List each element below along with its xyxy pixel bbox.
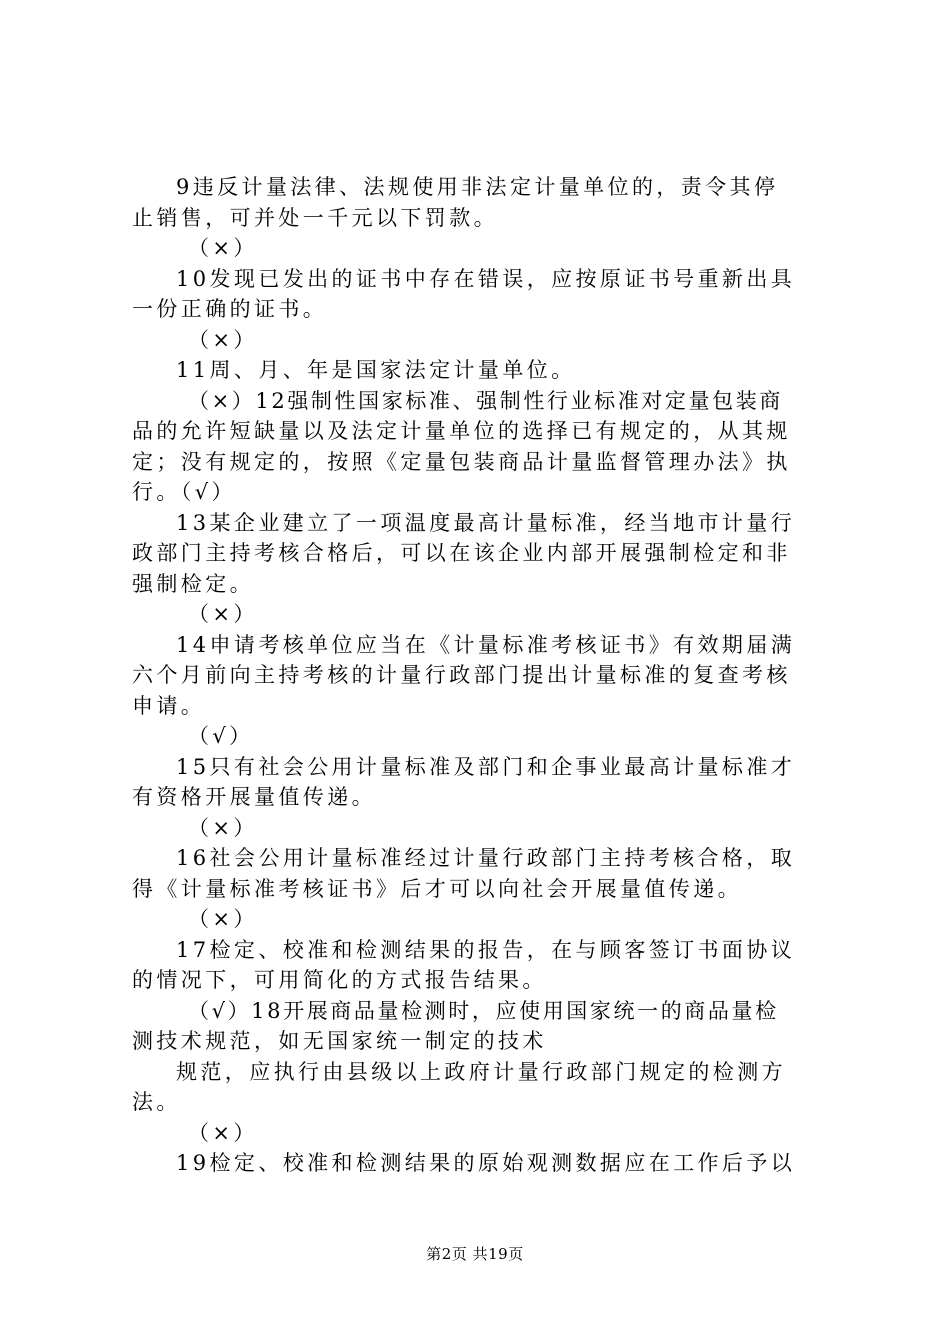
text-line: 15只有社会公用计量标准及部门和企事业最高计量标准才 <box>176 754 796 779</box>
answer-mark: （×） <box>188 1120 258 1145</box>
text-line: 10发现已发出的证书中存在错误，应按原证书号重新出具 <box>176 266 796 291</box>
text-line: 13某企业建立了一项温度最高计量标准，经当地市计量行 <box>176 510 796 535</box>
text-line: 强制检定。 <box>132 571 254 596</box>
text-line: 政部门主持考核合格后，可以在该企业内部开展强制检定和非 <box>132 541 791 565</box>
answer-mark: （×） <box>188 236 258 260</box>
text-line: 11周、月、年是国家法定计量单位。 <box>176 358 576 382</box>
text-line: 品的允许短缺量以及法定计量单位的选择已有规定的，从其规 <box>132 419 791 443</box>
document-body <box>132 172 832 1179</box>
text-line: 定；没有规定的，按照《定量包装商品计量监督管理办法》执 <box>132 449 791 474</box>
text-line: 一份正确的证书。 <box>132 297 328 321</box>
text-line: 得《计量标准考核证书》后才可以向社会开展量值传递。 <box>132 876 742 901</box>
answer-mark: （√） <box>188 724 254 748</box>
answer-mark: （×） <box>188 602 258 626</box>
text-line: 9违反计量法律、法规使用非法定计量单位的，责令其停 <box>176 175 779 199</box>
text-line: 16社会公用计量标准经过计量行政部门主持考核合格，取 <box>176 846 796 870</box>
text-line: 六个月前向主持考核的计量行政部门提出计量标准的复查考核 <box>132 663 791 687</box>
answer-mark: （×） <box>188 327 258 352</box>
text-line: （√）18开展商品量检测时，应使用国家统一的商品量检 <box>188 998 779 1023</box>
text-line: 17检定、校准和检测结果的报告，在与顾客签订书面协议 <box>176 937 796 962</box>
text-line: 行。（√） <box>132 480 236 504</box>
text-line: 19检定、校准和检测结果的原始观测数据应在工作后予以 <box>176 1151 796 1175</box>
text-line: 申请。 <box>132 693 206 718</box>
text-line: 的情况下，可用简化的方式报告结果。 <box>132 968 547 992</box>
answer-mark: （×） <box>188 815 258 840</box>
text-line: 14申请考核单位应当在《计量标准考核证书》有效期届满 <box>176 632 796 657</box>
text-line: 法。 <box>132 1090 181 1114</box>
text-line: （×）12强制性国家标准、强制性行业标准对定量包装商 <box>188 388 783 413</box>
text-line: 止销售，可并处一千元以下罚款。 <box>132 205 498 230</box>
page-number-footer: 第2页 共19页 <box>426 1245 524 1263</box>
text-line: 规范，应执行由县级以上政府计量行政部门规定的检测方 <box>176 1059 786 1084</box>
text-line: 有资格开展量值传递。 <box>132 785 376 809</box>
answer-mark: （×） <box>188 907 258 931</box>
text-line: 测技术规范，如无国家统一制定的技术 <box>132 1029 547 1053</box>
